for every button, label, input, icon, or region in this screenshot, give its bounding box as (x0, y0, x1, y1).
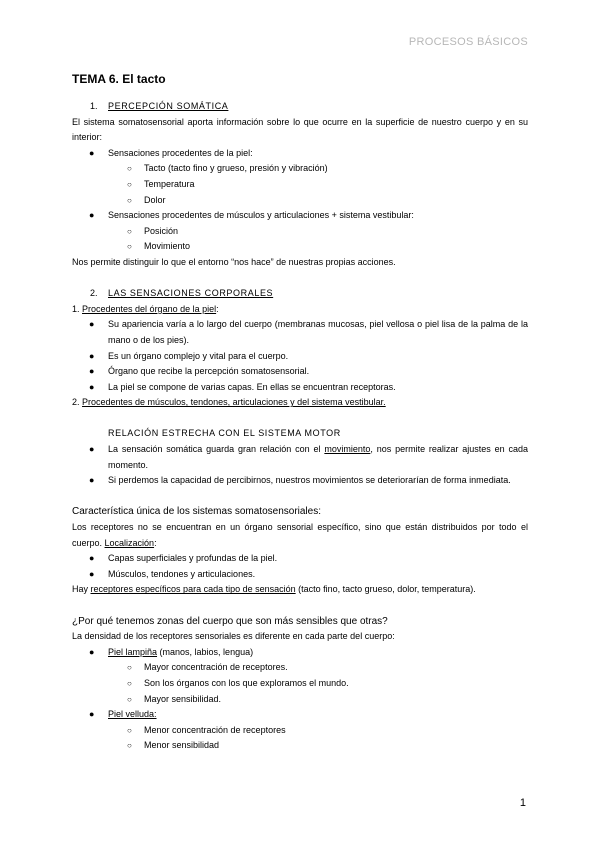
underlined-text: Procedentes de músculos, tendones, articulaciones y del sistema vestibular. (82, 397, 386, 408)
item-suffix: : (216, 303, 219, 314)
sub-bullet-item (72, 738, 528, 754)
sub-bullet-item (72, 239, 528, 255)
circle-bullet-icon: ○ (127, 164, 132, 174)
bullet-item (72, 645, 528, 661)
sub-bullet-text: Temperatura (144, 178, 195, 189)
numbered-item (72, 395, 528, 411)
circle-bullet-icon: ○ (127, 242, 132, 252)
bullet-text: Sensaciones procedentes de la piel: (108, 147, 253, 158)
sub-bullet-item (72, 161, 528, 177)
circle-bullet-icon: ○ (127, 678, 132, 688)
bullet-item (72, 380, 528, 396)
paragraph-text: Hay (72, 584, 91, 595)
sub-bullet-item (72, 676, 528, 692)
section-title: LAS SENSACIONES CORPORALES (108, 288, 274, 299)
bullet-item (72, 317, 528, 348)
bullet-icon: ● (89, 553, 95, 564)
page-title: TEMA 6. El tacto (72, 72, 166, 86)
circle-bullet-icon: ○ (127, 663, 132, 673)
bullet-icon: ● (89, 646, 95, 657)
paragraph-heading: Característica única de los sistemas somatosensoriales: (72, 506, 321, 518)
paragraph-text: Los receptores no se encuentran en un órgano sensorial específico, sino que están distribuidos por todo el cuerpo. (72, 522, 528, 548)
paragraph-text: (tacto fino, tacto grueso, dolor, temperatura). (295, 584, 476, 595)
underlined-text: Piel velluda: (108, 709, 157, 720)
bullet-text: , nos permite realizar ajustes en cada momento. (108, 444, 529, 470)
section-number: 1. (90, 101, 98, 111)
bullet-item (72, 364, 528, 380)
paragraph: La densidad de los receptores sensoriales es diferente en cada parte del cuerpo: (72, 631, 395, 642)
running-header: PROCESOS BÁSICOS (408, 36, 528, 48)
paragraph-heading: ¿Por qué tenemos zonas del cuerpo que son más sensibles que otras? (72, 615, 388, 627)
sub-bullet-text: Tacto (tacto fino y grueso, presión y vibración) (144, 163, 328, 174)
document-body (72, 71, 528, 754)
bullet-icon: ● (89, 568, 95, 579)
bullet-text: Su apariencia varía a lo largo del cuerpo (membranas mucosas, piel vellosa o piel lisa de la palma de la mano o de los pies). (108, 319, 528, 345)
bullet-text: La sensación somática guarda gran relación con el (108, 444, 325, 455)
sub-bullet-item (72, 224, 528, 240)
circle-bullet-icon: ○ (127, 179, 132, 189)
bullet-text: Si perdemos la capacidad de percibirnos, nuestros movimientos se deteriorarían de forma inmediata. (108, 475, 511, 486)
bullet-icon: ● (89, 366, 95, 377)
bullet-item (72, 567, 528, 583)
underlined-text: Piel lampiña (108, 646, 158, 657)
sub-bullet-text: Movimiento (144, 241, 191, 252)
underlined-text: Procedentes del órgano de la piel (82, 303, 217, 314)
bullet-text: Sensaciones procedentes de músculos y articulaciones + sistema vestibular: (108, 210, 414, 221)
section-number: 2. (90, 288, 98, 299)
sub-bullet-item (72, 723, 528, 739)
paragraph (72, 520, 528, 551)
bullet-icon: ● (89, 350, 95, 361)
bullet-icon: ● (89, 475, 95, 486)
section-heading (72, 286, 528, 302)
sub-bullet-text: Posición (144, 225, 179, 236)
bullet-item (72, 551, 528, 567)
sub-bullet-item (72, 177, 528, 193)
bullet-text: La piel se compone de varias capas. En ellas se encuentran receptoras. (108, 381, 396, 392)
circle-bullet-icon: ○ (127, 195, 132, 205)
bullet-item (72, 442, 528, 473)
section-heading (72, 99, 528, 115)
bullet-item (72, 146, 528, 162)
sub-bullet-item (72, 660, 528, 676)
bullet-icon: ● (89, 444, 95, 455)
bullet-icon: ● (89, 381, 95, 392)
sub-bullet-text: Dolor (144, 194, 166, 205)
paragraph (72, 582, 528, 598)
numbered-item (72, 302, 528, 318)
paragraph: Nos permite distinguir lo que el entorno “nos hace” de nuestras propias acciones. (72, 256, 396, 267)
paragraph: El sistema somatosensorial aporta información sobre lo que ocurre en la superficie de nuestro cuerpo y en su interior: (72, 116, 528, 143)
bullet-text: Órgano que recibe la percepción somatosensorial. (108, 366, 310, 377)
sub-bullet-text: Son los órganos con los que exploramos el mundo. (144, 677, 349, 688)
circle-bullet-icon: ○ (127, 725, 132, 735)
page-number: 1 (519, 797, 526, 809)
paragraph-text: : (154, 537, 157, 548)
bullet-text: (manos, labios, lengua) (157, 646, 254, 657)
underlined-text: movimiento (324, 444, 371, 455)
bullet-icon: ● (89, 147, 95, 158)
circle-bullet-icon: ○ (127, 741, 132, 751)
subsection-heading: RELACIÓN ESTRECHA CON EL SISTEMA MOTOR (108, 428, 341, 439)
sub-bullet-text: Menor sensibilidad (144, 740, 220, 751)
sub-bullet-text: Menor concentración de receptores (144, 724, 286, 735)
bullet-text: Músculos, tendones y articulaciones. (108, 568, 256, 579)
underlined-text: Localización (104, 537, 155, 548)
underlined-text: receptores específicos para cada tipo de sensación (90, 584, 296, 595)
bullet-item (72, 473, 528, 489)
circle-bullet-icon: ○ (127, 694, 132, 704)
sub-bullet-item (72, 193, 528, 209)
sub-bullet-text: Mayor concentración de receptores. (144, 662, 288, 673)
bullet-icon: ● (89, 319, 95, 330)
item-number: 2. (72, 397, 83, 408)
bullet-text: Capas superficiales y profundas de la piel. (108, 553, 278, 564)
sub-bullet-text: Mayor sensibilidad. (144, 693, 222, 704)
section-title: PERCEPCIÓN SOMÁTICA (108, 101, 229, 111)
item-number: 1. (72, 303, 83, 314)
bullet-item (72, 707, 528, 723)
bullet-icon: ● (89, 709, 95, 720)
sub-bullet-item (72, 692, 528, 708)
bullet-item (72, 208, 528, 224)
bullet-text: Es un órgano complejo y vital para el cuerpo. (108, 350, 289, 361)
bullet-item (72, 349, 528, 365)
bullet-icon: ● (89, 210, 95, 221)
circle-bullet-icon: ○ (127, 226, 132, 236)
